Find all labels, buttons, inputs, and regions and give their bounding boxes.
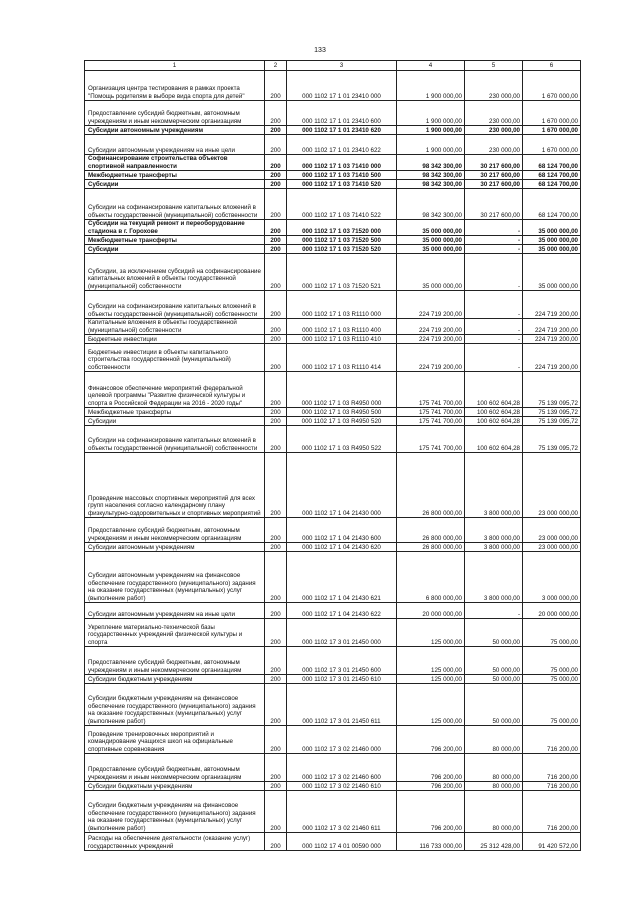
row-value-col5-cell: 3 800 000,00 — [465, 518, 523, 543]
row-line-code-cell: 200 — [265, 782, 287, 791]
row-value-col4-cell: 224 719 200,00 — [397, 335, 465, 344]
page-number: 133 — [314, 47, 326, 54]
row-name-cell: Межбюджетные трансферты — [85, 236, 265, 245]
row-line-code-cell: 200 — [265, 291, 287, 319]
row-line-code-cell: 200 — [265, 518, 287, 543]
row-line-code-cell: 200 — [265, 220, 287, 236]
row-value-col4-cell: 98 342 300,00 — [397, 155, 465, 171]
row-value-col5-cell: 50 000,00 — [465, 684, 523, 726]
row-value-col4-cell: 796 200,00 — [397, 791, 465, 833]
row-budget-code-cell: 000 1102 17 1 03 R1110 000 — [287, 291, 397, 319]
row-value-col6-cell: 35 000 000,00 — [523, 236, 581, 245]
row-budget-code-cell: 000 1102 17 1 03 R4950 522 — [287, 426, 397, 453]
row-value-col5-cell: 230 000,00 — [465, 101, 523, 126]
row-budget-code-cell: 000 1102 17 3 01 21450 600 — [287, 647, 397, 675]
row-name-cell: Субсидии, за исключением субсидий на софинансирование капитальных вложений в объекты государственной (муниципальной) собственности — [85, 254, 265, 291]
row-value-col4-cell: 175 741 700,00 — [397, 408, 465, 417]
table-row — [85, 782, 581, 791]
table-row — [85, 453, 581, 518]
row-name-cell: Организация центра тестирования в рамках проекта "Помощь родителям в выборе вида спорта для детей" — [85, 71, 265, 101]
row-value-col6-cell: 23 000 000,00 — [523, 518, 581, 543]
row-budget-code-cell: 000 1102 17 1 01 23410 600 — [287, 101, 397, 126]
row-value-col4-cell: 6 800 000,00 — [397, 552, 465, 603]
row-line-code-cell: 200 — [265, 180, 287, 189]
row-value-col6-cell: 75 139 095,72 — [523, 372, 581, 408]
table-row — [85, 180, 581, 189]
row-line-code-cell: 200 — [265, 619, 287, 647]
row-value-col6-cell: 23 000 000,00 — [523, 543, 581, 552]
row-name-cell: Субсидии — [85, 245, 265, 254]
table-row — [85, 543, 581, 552]
row-value-col5-cell: - — [465, 603, 523, 619]
row-name-cell: Субсидии на софинансирование капитальных вложений в объекты государственной (муниципальной) собственности — [85, 189, 265, 220]
row-value-col5-cell: 50 000,00 — [465, 675, 523, 684]
row-value-col6-cell: 75 000,00 — [523, 619, 581, 647]
row-budget-code-cell: 000 1102 17 1 03 R1110 410 — [287, 335, 397, 344]
row-name-cell: Субсидии на софинансирование капитальных вложений в объекты государственной (муниципальной) собственности — [85, 291, 265, 319]
table-row — [85, 126, 581, 135]
table-row — [85, 426, 581, 453]
row-value-col4-cell: 175 741 700,00 — [397, 417, 465, 426]
row-line-code-cell: 200 — [265, 684, 287, 726]
row-value-col5-cell: 80 000,00 — [465, 726, 523, 754]
row-value-col6-cell: 35 000 000,00 — [523, 245, 581, 254]
header-row — [85, 61, 581, 71]
row-value-col6-cell: 75 139 095,72 — [523, 426, 581, 453]
row-value-col6-cell: 224 719 200,00 — [523, 344, 581, 372]
row-value-col6-cell: 716 200,00 — [523, 782, 581, 791]
row-value-col6-cell: 68 124 700,00 — [523, 180, 581, 189]
row-value-col4-cell: 125 000,00 — [397, 647, 465, 675]
row-name-cell: Субсидии автономным учреждениям на иные цели — [85, 603, 265, 619]
row-budget-code-cell: 000 1102 17 1 03 71410 500 — [287, 171, 397, 180]
row-line-code-cell: 200 — [265, 189, 287, 220]
row-value-col4-cell: 35 000 000,00 — [397, 220, 465, 236]
row-name-cell: Межбюджетные трансферты — [85, 408, 265, 417]
row-value-col4-cell: 116 733 000,00 — [397, 833, 465, 851]
row-line-code-cell: 200 — [265, 754, 287, 782]
row-value-col4-cell: 98 342 300,00 — [397, 189, 465, 220]
row-name-cell: Межбюджетные трансферты — [85, 171, 265, 180]
col-header-4: 4 — [397, 61, 465, 71]
row-value-col4-cell: 175 741 700,00 — [397, 372, 465, 408]
row-value-col6-cell: 75 000,00 — [523, 647, 581, 675]
row-line-code-cell: 200 — [265, 675, 287, 684]
row-name-cell: Бюджетные инвестиции в объекты капитального строительства государственной (муниципальной) собственности — [85, 344, 265, 372]
row-value-col5-cell: 25 312 428,00 — [465, 833, 523, 851]
row-budget-code-cell: 000 1102 17 1 04 21430 000 — [287, 453, 397, 518]
row-name-cell: Субсидии бюджетным учреждениям на финансовое обеспечение государственного (муниципального) задания на оказание государственных (муниципальных) услуг (выполнение работ) — [85, 684, 265, 726]
row-value-col5-cell: 80 000,00 — [465, 754, 523, 782]
row-value-col5-cell: 30 217 600,00 — [465, 189, 523, 220]
row-line-code-cell: 200 — [265, 833, 287, 851]
row-value-col6-cell: 75 139 095,72 — [523, 408, 581, 417]
row-value-col4-cell: 796 200,00 — [397, 726, 465, 754]
row-budget-code-cell: 000 1102 17 4 01 00590 000 — [287, 833, 397, 851]
row-value-col6-cell: 20 000 000,00 — [523, 603, 581, 619]
table-row — [85, 619, 581, 647]
row-value-col5-cell: - — [465, 335, 523, 344]
row-value-col6-cell: 68 124 700,00 — [523, 155, 581, 171]
row-budget-code-cell: 000 1102 17 1 04 21430 600 — [287, 518, 397, 543]
row-name-cell: Субсидии — [85, 417, 265, 426]
row-value-col4-cell: 98 342 300,00 — [397, 171, 465, 180]
row-name-cell: Софинансирование строительства объектов спортивной направленности — [85, 155, 265, 171]
row-value-col6-cell: 68 124 700,00 — [523, 189, 581, 220]
row-line-code-cell: 200 — [265, 245, 287, 254]
row-value-col4-cell: 26 800 000,00 — [397, 543, 465, 552]
row-value-col4-cell: 35 000 000,00 — [397, 245, 465, 254]
row-line-code-cell: 200 — [265, 453, 287, 518]
row-value-col5-cell: 3 800 000,00 — [465, 552, 523, 603]
row-name-cell: Субсидии бюджетным учреждениям на финансовое обеспечение государственного (муниципального) задания на оказание государственных (муниципальных) услуг (выполнение работ) — [85, 791, 265, 833]
row-budget-code-cell: 000 1102 17 1 04 21430 622 — [287, 603, 397, 619]
col-header-3: 3 — [287, 61, 397, 71]
row-value-col4-cell: 1 900 000,00 — [397, 71, 465, 101]
table-row — [85, 417, 581, 426]
row-name-cell: Субсидии бюджетным учреждениям — [85, 782, 265, 791]
row-value-col4-cell: 1 900 000,00 — [397, 101, 465, 126]
row-value-col5-cell: - — [465, 344, 523, 372]
table-row — [85, 518, 581, 543]
row-value-col5-cell: - — [465, 319, 523, 335]
row-value-col5-cell: 100 602 604,28 — [465, 408, 523, 417]
table-row — [85, 135, 581, 155]
table-row — [85, 552, 581, 603]
row-value-col5-cell: 3 800 000,00 — [465, 453, 523, 518]
row-value-col5-cell: 30 217 600,00 — [465, 155, 523, 171]
row-budget-code-cell: 000 1102 17 1 04 21430 621 — [287, 552, 397, 603]
row-value-col6-cell: 75 139 095,72 — [523, 417, 581, 426]
table-row — [85, 791, 581, 833]
row-value-col6-cell: 68 124 700,00 — [523, 171, 581, 180]
row-value-col6-cell: 224 719 200,00 — [523, 319, 581, 335]
table-row — [85, 372, 581, 408]
row-line-code-cell: 200 — [265, 344, 287, 372]
col-header-1: 1 — [85, 61, 265, 71]
row-value-col5-cell: 50 000,00 — [465, 647, 523, 675]
table-row — [85, 101, 581, 126]
row-value-col4-cell: 175 741 700,00 — [397, 426, 465, 453]
row-value-col4-cell: 796 200,00 — [397, 754, 465, 782]
row-line-code-cell: 200 — [265, 155, 287, 171]
row-value-col5-cell: - — [465, 291, 523, 319]
row-line-code-cell: 200 — [265, 791, 287, 833]
row-name-cell: Субсидии автономным учреждениям на иные цели — [85, 135, 265, 155]
row-value-col4-cell: 20 000 000,00 — [397, 603, 465, 619]
table-row — [85, 408, 581, 417]
row-value-col4-cell: 125 000,00 — [397, 619, 465, 647]
row-budget-code-cell: 000 1102 17 3 02 21460 611 — [287, 791, 397, 833]
row-budget-code-cell: 000 1102 17 1 03 R1110 414 — [287, 344, 397, 372]
col-header-2: 2 — [265, 61, 287, 71]
row-value-col5-cell: - — [465, 245, 523, 254]
row-value-col5-cell: 230 000,00 — [465, 126, 523, 135]
col-header-6: 6 — [523, 61, 581, 71]
row-budget-code-cell: 000 1102 17 1 01 23410 620 — [287, 126, 397, 135]
row-value-col6-cell: 35 000 000,00 — [523, 254, 581, 291]
row-budget-code-cell: 000 1102 17 3 01 21450 000 — [287, 619, 397, 647]
table-row — [85, 189, 581, 220]
table-row — [85, 726, 581, 754]
row-line-code-cell: 200 — [265, 543, 287, 552]
budget-table — [84, 60, 581, 851]
row-line-code-cell: 200 — [265, 417, 287, 426]
row-value-col5-cell: - — [465, 254, 523, 291]
row-budget-code-cell: 000 1102 17 1 03 R4950 520 — [287, 417, 397, 426]
row-budget-code-cell: 000 1102 17 1 01 23410 622 — [287, 135, 397, 155]
row-value-col4-cell: 1 900 000,00 — [397, 126, 465, 135]
row-value-col4-cell: 26 800 000,00 — [397, 453, 465, 518]
row-value-col4-cell: 98 342 300,00 — [397, 180, 465, 189]
row-budget-code-cell: 000 1102 17 3 01 21450 611 — [287, 684, 397, 726]
row-value-col5-cell: - — [465, 220, 523, 236]
row-line-code-cell: 200 — [265, 126, 287, 135]
table-row — [85, 71, 581, 101]
row-value-col5-cell: 100 602 604,28 — [465, 417, 523, 426]
row-name-cell: Субсидии автономным учреждениям на финансовое обеспечение государственного (муниципального) задания на оказание государственных (муниципальных) услуг (выполнение работ) — [85, 552, 265, 603]
row-name-cell: Предоставление субсидий бюджетным, автономным учреждениям и иным некоммерческим организациям — [85, 647, 265, 675]
row-line-code-cell: 200 — [265, 171, 287, 180]
row-name-cell: Капитальные вложения в объекты государственной (муниципальной) собственности — [85, 319, 265, 335]
row-budget-code-cell: 000 1102 17 1 03 R4950 000 — [287, 372, 397, 408]
row-value-col5-cell: 100 602 604,28 — [465, 426, 523, 453]
table-row — [85, 319, 581, 335]
row-value-col5-cell: - — [465, 236, 523, 245]
row-value-col5-cell: 230 000,00 — [465, 71, 523, 101]
row-value-col5-cell: 100 602 604,28 — [465, 372, 523, 408]
row-line-code-cell: 200 — [265, 647, 287, 675]
row-value-col4-cell: 224 719 200,00 — [397, 344, 465, 372]
row-name-cell: Субсидии на софинансирование капитальных вложений в объекты государственной (муниципальной) собственности — [85, 426, 265, 453]
row-value-col4-cell: 1 900 000,00 — [397, 135, 465, 155]
row-value-col6-cell: 224 719 200,00 — [523, 291, 581, 319]
table-row — [85, 236, 581, 245]
table-row — [85, 155, 581, 171]
row-value-col6-cell: 1 670 000,00 — [523, 71, 581, 101]
table-row — [85, 344, 581, 372]
table-row — [85, 220, 581, 236]
row-budget-code-cell: 000 1102 17 1 03 71520 000 — [287, 220, 397, 236]
row-budget-code-cell: 000 1102 17 3 01 21450 610 — [287, 675, 397, 684]
table-row — [85, 684, 581, 726]
row-name-cell: Предоставление субсидий бюджетным, автономным учреждениям и иным некоммерческим организациям — [85, 101, 265, 126]
row-value-col6-cell: 3 000 000,00 — [523, 552, 581, 603]
row-budget-code-cell: 000 1102 17 1 01 23410 000 — [287, 71, 397, 101]
row-value-col6-cell: 716 200,00 — [523, 726, 581, 754]
row-value-col5-cell: 50 000,00 — [465, 619, 523, 647]
row-name-cell: Укрепление материально-технической базы государственных учреждений физической культуры и спорта — [85, 619, 265, 647]
row-line-code-cell: 200 — [265, 372, 287, 408]
table-body — [85, 71, 581, 851]
row-value-col5-cell: 3 800 000,00 — [465, 543, 523, 552]
table-row — [85, 245, 581, 254]
table-row — [85, 675, 581, 684]
row-budget-code-cell: 000 1102 17 1 04 21430 620 — [287, 543, 397, 552]
row-value-col4-cell: 125 000,00 — [397, 684, 465, 726]
row-name-cell: Субсидии бюджетным учреждениям — [85, 675, 265, 684]
row-value-col4-cell: 224 719 200,00 — [397, 291, 465, 319]
col-header-5: 5 — [465, 61, 523, 71]
row-budget-code-cell: 000 1102 17 1 03 71410 000 — [287, 155, 397, 171]
row-budget-code-cell: 000 1102 17 1 03 71520 520 — [287, 245, 397, 254]
row-line-code-cell: 200 — [265, 603, 287, 619]
table-row — [85, 254, 581, 291]
row-value-col6-cell: 1 670 000,00 — [523, 126, 581, 135]
row-budget-code-cell: 000 1102 17 1 03 71410 520 — [287, 180, 397, 189]
row-name-cell: Субсидии — [85, 180, 265, 189]
row-name-cell: Финансовое обеспечение мероприятий федеральной целевой программы "Развитие физической культуры и спорта в Российской Федерации на 2016 - 2020 годы" — [85, 372, 265, 408]
row-line-code-cell: 200 — [265, 254, 287, 291]
row-budget-code-cell: 000 1102 17 1 03 71520 521 — [287, 254, 397, 291]
row-line-code-cell: 200 — [265, 726, 287, 754]
row-value-col6-cell: 716 200,00 — [523, 791, 581, 833]
row-budget-code-cell: 000 1102 17 3 02 21460 000 — [287, 726, 397, 754]
row-line-code-cell: 200 — [265, 101, 287, 126]
row-line-code-cell: 200 — [265, 135, 287, 155]
row-budget-code-cell: 000 1102 17 3 02 21460 610 — [287, 782, 397, 791]
table-row — [85, 833, 581, 851]
row-value-col6-cell: 91 420 572,00 — [523, 833, 581, 851]
row-name-cell: Субсидии на текущий ремонт и переоборудование стадиона в г. Горохове — [85, 220, 265, 236]
table-row — [85, 603, 581, 619]
row-name-cell: Предоставление субсидий бюджетным, автономным учреждениям и иным некоммерческим организациям — [85, 754, 265, 782]
table-row — [85, 647, 581, 675]
row-value-col6-cell: 75 000,00 — [523, 684, 581, 726]
row-budget-code-cell: 000 1102 17 3 02 21460 600 — [287, 754, 397, 782]
row-name-cell: Расходы на обеспечение деятельности (оказание услуг) государственных учреждений — [85, 833, 265, 851]
row-line-code-cell: 200 — [265, 426, 287, 453]
row-name-cell: Проведение массовых спортивных мероприятий для всех групп населения согласно календарному плану физкультурно-оздоровительных и спортивных мероприятий — [85, 453, 265, 518]
row-value-col6-cell: 1 670 000,00 — [523, 101, 581, 126]
row-budget-code-cell: 000 1102 17 1 03 71410 522 — [287, 189, 397, 220]
row-name-cell: Субсидии автономным учреждениям — [85, 543, 265, 552]
table-row — [85, 291, 581, 319]
row-value-col6-cell: 1 670 000,00 — [523, 135, 581, 155]
row-value-col6-cell: 75 000,00 — [523, 675, 581, 684]
row-value-col4-cell: 125 000,00 — [397, 675, 465, 684]
row-value-col6-cell: 224 719 200,00 — [523, 335, 581, 344]
row-name-cell: Проведение тренировочных мероприятий и командирование учащихся школ на официальные спортивные соревнования — [85, 726, 265, 754]
row-name-cell: Субсидии автономным учреждениям — [85, 126, 265, 135]
row-value-col5-cell: 30 217 600,00 — [465, 180, 523, 189]
row-line-code-cell: 200 — [265, 319, 287, 335]
row-value-col5-cell: 80 000,00 — [465, 791, 523, 833]
row-line-code-cell: 200 — [265, 408, 287, 417]
row-value-col4-cell: 796 200,00 — [397, 782, 465, 791]
row-value-col5-cell: 30 217 600,00 — [465, 171, 523, 180]
row-value-col4-cell: 26 800 000,00 — [397, 518, 465, 543]
row-value-col6-cell: 716 200,00 — [523, 754, 581, 782]
row-line-code-cell: 200 — [265, 335, 287, 344]
table-row — [85, 754, 581, 782]
row-line-code-cell: 200 — [265, 552, 287, 603]
row-value-col6-cell: 35 000 000,00 — [523, 220, 581, 236]
row-budget-code-cell: 000 1102 17 1 03 R4950 500 — [287, 408, 397, 417]
row-line-code-cell: 200 — [265, 236, 287, 245]
row-value-col6-cell: 23 000 000,00 — [523, 453, 581, 518]
row-value-col4-cell: 35 000 000,00 — [397, 254, 465, 291]
row-value-col5-cell: 80 000,00 — [465, 782, 523, 791]
row-line-code-cell: 200 — [265, 71, 287, 101]
row-budget-code-cell: 000 1102 17 1 03 71520 500 — [287, 236, 397, 245]
row-name-cell: Бюджетные инвестиции — [85, 335, 265, 344]
row-value-col4-cell: 224 719 200,00 — [397, 319, 465, 335]
row-value-col5-cell: 230 000,00 — [465, 135, 523, 155]
row-value-col4-cell: 35 000 000,00 — [397, 236, 465, 245]
row-budget-code-cell: 000 1102 17 1 03 R1110 400 — [287, 319, 397, 335]
row-name-cell: Предоставление субсидий бюджетным, автономным учреждениям и иным некоммерческим организациям — [85, 518, 265, 543]
table-row — [85, 335, 581, 344]
table-row — [85, 171, 581, 180]
